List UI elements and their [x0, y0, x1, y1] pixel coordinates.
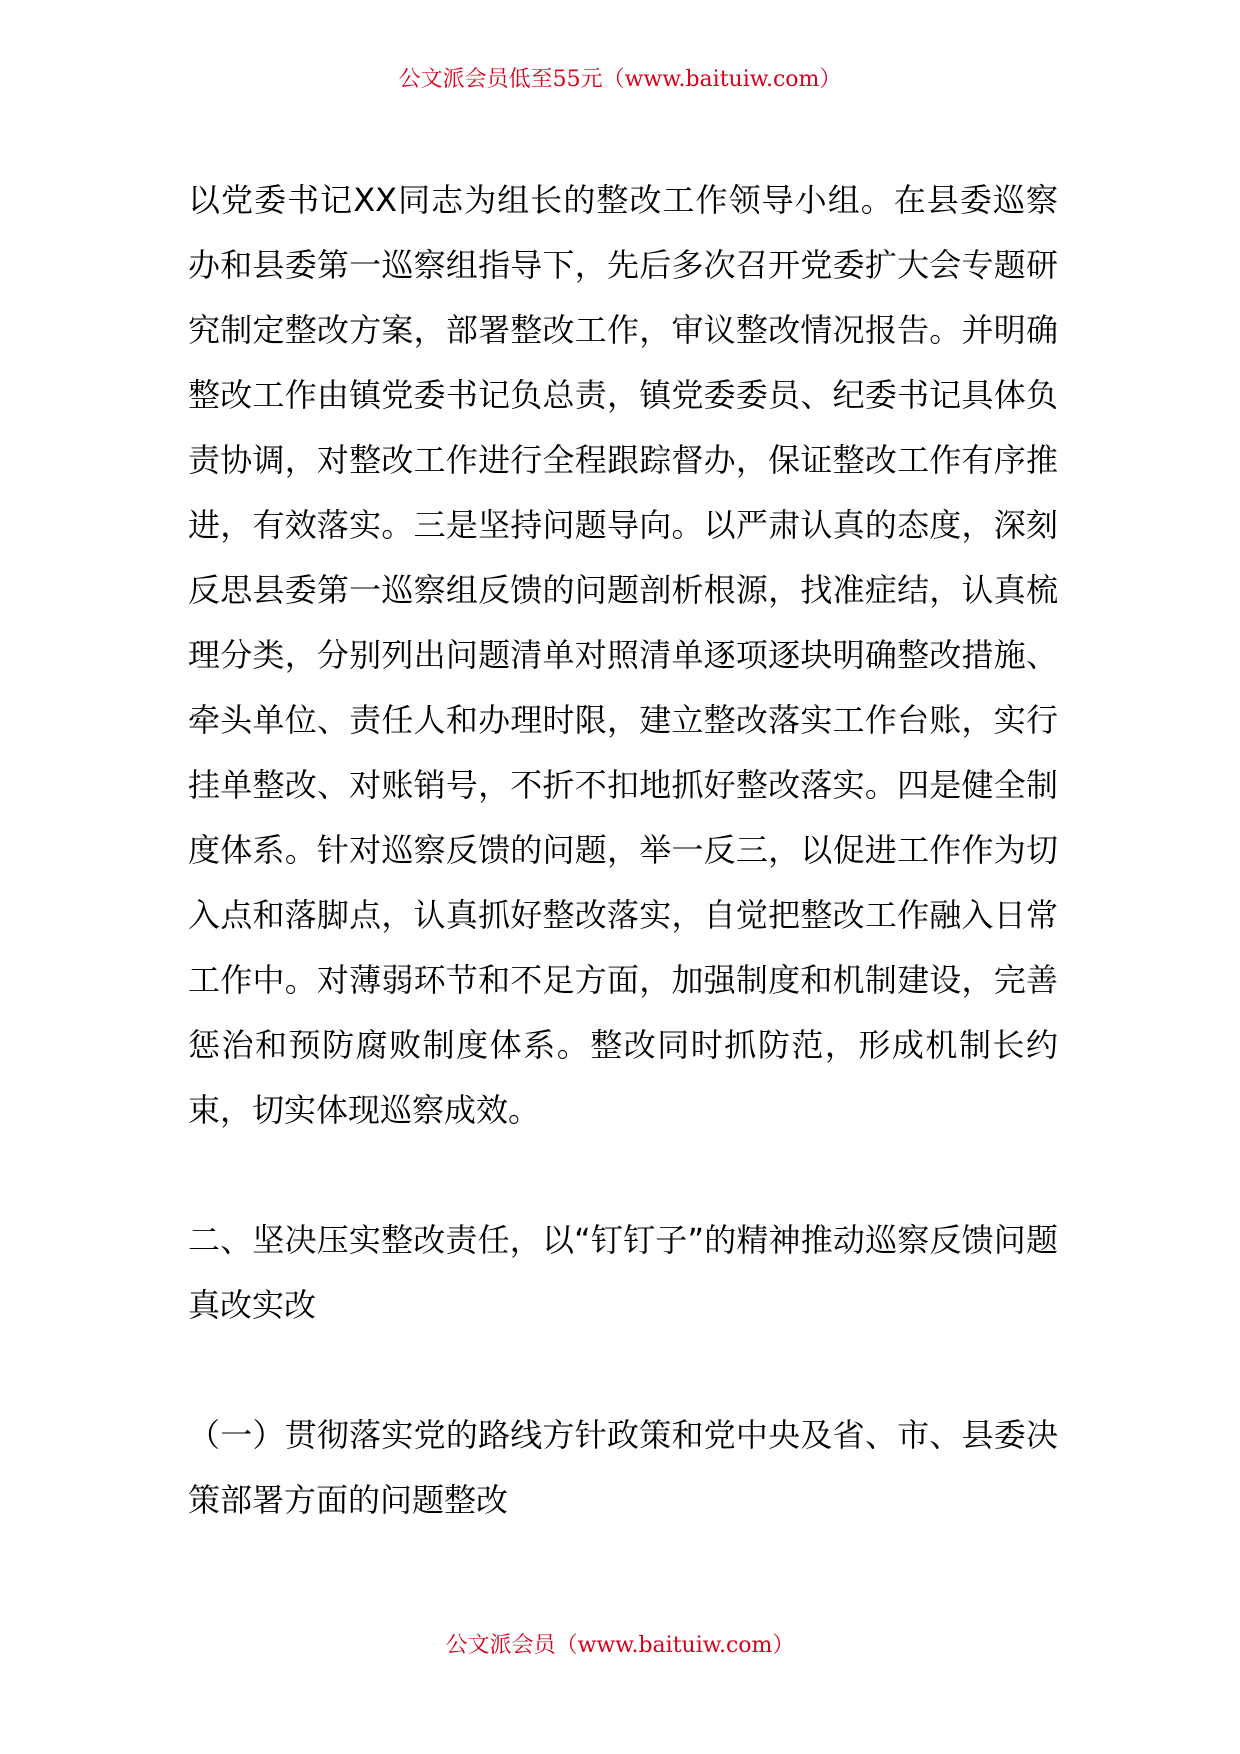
subsection-heading: （一）贯彻落实党的路线方针政策和党中央及省、市、县委决策部署方面的问题整改	[188, 1416, 1058, 1519]
section-heading: 二、坚决压实整改责任，以“钉钉子”的精神推动巡察反馈问题真改实改	[188, 1221, 1058, 1324]
page-header-watermark: 公文派会员低至55元（www.baituiw.com）	[398, 67, 842, 92]
body-paragraph: 以党委书记XX同志为组长的整改工作领导小组。在县委巡察办和县委第一巡察组指导下，先后多次召开党委扩大会专题研究制定整改方案，部署整改工作，审议整改情况报告。并明确整改工作由镇党委书记负总责，镇党委委员、纪委书记具体负责协调，对整改工作进行全程跟踪督办，保证整改工作有序推进，有效落实。三是坚持问题导向。以严肃认真的态度，深刻反思县委第一巡察组反馈的问题剖析根源，找准症结，认真梳理分类，分别列出问题清单对照清单逐项逐块明确整改措施、牵头单位、责任人和办理时限，建立整改落实工作台账，实行挂单整改、对账销号，不折不扣地抓好整改落实。四是健全制度体系。针对巡察反馈的问题，举一反三，以促进工作作为切入点和落脚点，认真抓好整改落实，自觉把整改工作融入日常工作中。对薄弱环节和不足方面，加强制度和机制建设，完善惩治和预防腐败制度体系。整改同时抓防范，形成机制长约束，切实体现巡察成效。	[188, 181, 1058, 1129]
page-footer-watermark: 公文派会员（www.baituiw.com）	[445, 1633, 795, 1658]
document-body	[188, 168, 1058, 1533]
